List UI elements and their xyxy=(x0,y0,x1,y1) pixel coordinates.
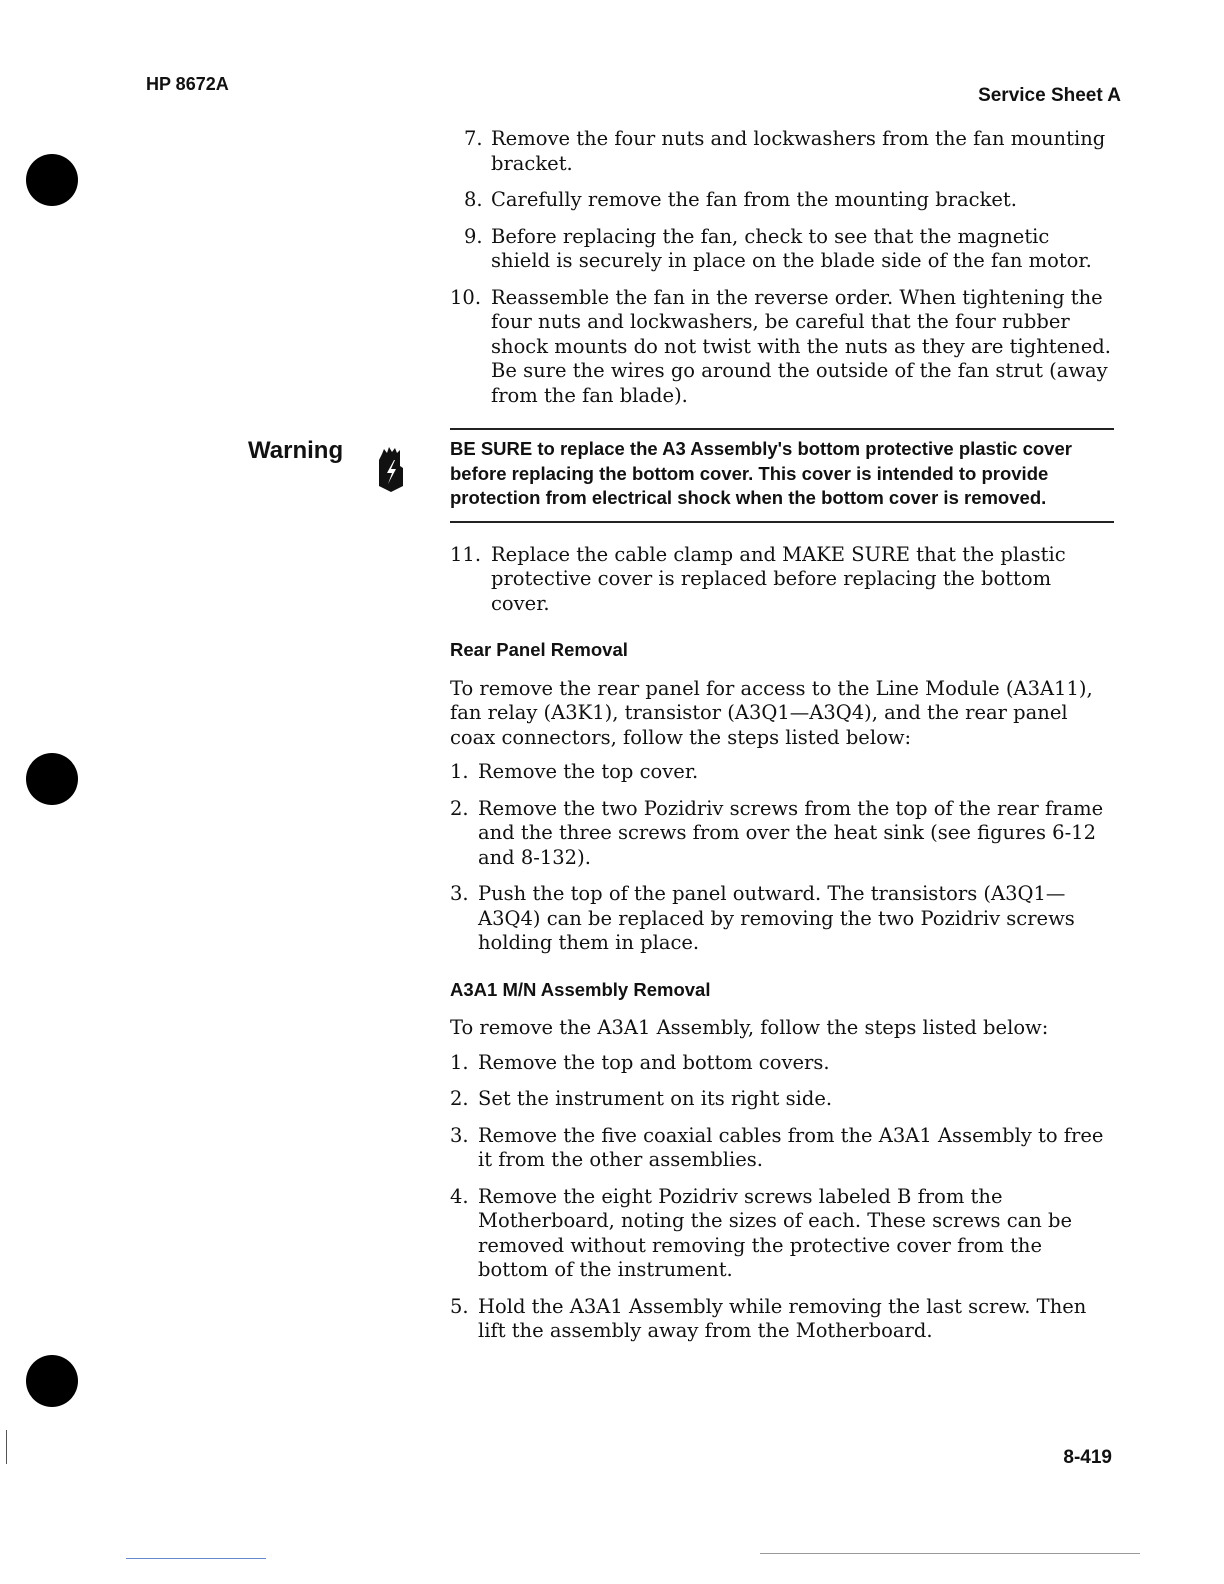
list-item xyxy=(450,188,1114,213)
step-number: 11. xyxy=(450,542,482,566)
step-number: 9. xyxy=(464,224,483,248)
step-text: Push the top of the panel outward. The transistors (A3Q1—A3Q4) can be replaced by removing the two Pozidriv screws holding them in place. xyxy=(478,882,1075,954)
step-number: 10. xyxy=(450,285,482,309)
list-item xyxy=(450,543,1114,617)
rear-panel-intro: To remove the rear panel for access to the Line Module (A3A11), fan relay (A3K1), transistor (A3Q1—A3Q4), and the rear panel coax connectors, follow the steps listed below: xyxy=(450,676,1093,749)
step-text: Remove the eight Pozidriv screws labeled B from the Motherboard, noting the sizes of each. These screws can be removed without removing the protective cover from the bottom of the instrument. xyxy=(478,1184,1073,1281)
list-item xyxy=(450,1124,1114,1173)
list-item xyxy=(450,882,1114,956)
step-number: 5. xyxy=(450,1294,469,1318)
page-number: 8-419 xyxy=(1063,1447,1112,1468)
step-number: 2. xyxy=(450,1087,469,1110)
rear-panel-heading: Rear Panel Removal xyxy=(450,639,628,660)
step-text: Carefully remove the fan from the mounting bracket. xyxy=(491,188,1017,211)
binder-hole-middle xyxy=(26,753,78,805)
rear-panel-steps xyxy=(450,760,1114,956)
list-item xyxy=(450,760,1114,785)
a3a1-intro: To remove the A3A1 Assembly, follow the steps listed below: xyxy=(450,1016,1049,1039)
shock-hazard-icon xyxy=(376,446,406,496)
list-item xyxy=(450,225,1114,274)
warning-box: BE SURE to replace the A3 Assembly's bottom protective plastic cover before replacing the bottom cover. This cover is intended to provide protection from electrical shock when the bottom cover is removed. xyxy=(450,428,1114,523)
binder-hole-top xyxy=(26,154,78,206)
step-number: 8. xyxy=(464,188,483,211)
step-text: Remove the four nuts and lockwashers from the fan mounting bracket. xyxy=(491,127,1106,175)
step-number: 4. xyxy=(450,1184,469,1208)
list-item xyxy=(450,1087,1114,1112)
list-item xyxy=(450,1185,1114,1283)
step-text: Remove the top cover. xyxy=(478,760,699,783)
step-text: Hold the A3A1 Assembly while removing the last screw. Then lift the assembly away from the Motherboard. xyxy=(478,1294,1087,1342)
list-item xyxy=(450,1295,1114,1344)
binder-hole-bottom xyxy=(26,1355,78,1407)
manual-model: HP 8672A xyxy=(146,74,229,94)
fan-removal-steps xyxy=(450,127,1114,408)
list-item xyxy=(450,797,1114,871)
list-item xyxy=(450,286,1114,409)
step-text: Remove the top and bottom covers. xyxy=(478,1050,830,1074)
step-text: Set the instrument on its right side. xyxy=(478,1087,833,1110)
scan-artifact xyxy=(6,1430,7,1464)
step-text: Replace the cable clamp and MAKE SURE that the plastic protective cover is replaced before replacing the bottom cover. xyxy=(491,542,1066,615)
step-number: 1. xyxy=(450,760,469,783)
step-text: Reassemble the fan in the reverse order. When tightening the four nuts and lockwashers, be careful that the four rubber shock mounts do not twist with the nuts as they are tightened. Be sure the wires go around the outside of the fan strut (away from the fan blade). xyxy=(491,285,1111,407)
step-number: 1. xyxy=(450,1050,469,1074)
a3a1-steps xyxy=(450,1051,1114,1344)
page-content xyxy=(450,127,1114,1356)
step-number: 2. xyxy=(450,796,469,820)
step-number: 7. xyxy=(464,127,483,150)
a3a1-heading: A3A1 M/N Assembly Removal xyxy=(450,978,711,1000)
step-text: Remove the two Pozidriv screws from the top of the rear frame and the three screws from over the heat sink (see figures 6-12 and 8-132). xyxy=(478,796,1104,869)
step-text: Before replacing the fan, check to see that the magnetic shield is securely in place on the blade side of the fan motor. xyxy=(491,224,1092,272)
step-number: 3. xyxy=(450,882,469,905)
scan-artifact xyxy=(760,1553,1140,1554)
warning-label: Warning xyxy=(248,437,344,464)
step-number: 3. xyxy=(450,1123,469,1147)
list-item xyxy=(450,127,1114,176)
list-item xyxy=(450,1051,1114,1076)
step-11 xyxy=(450,543,1114,617)
step-text: Remove the five coaxial cables from the A3A1 Assembly to free it from the other assemblies. xyxy=(478,1123,1104,1171)
scan-artifact xyxy=(126,1558,266,1559)
section-title: Service Sheet A xyxy=(978,85,1121,106)
